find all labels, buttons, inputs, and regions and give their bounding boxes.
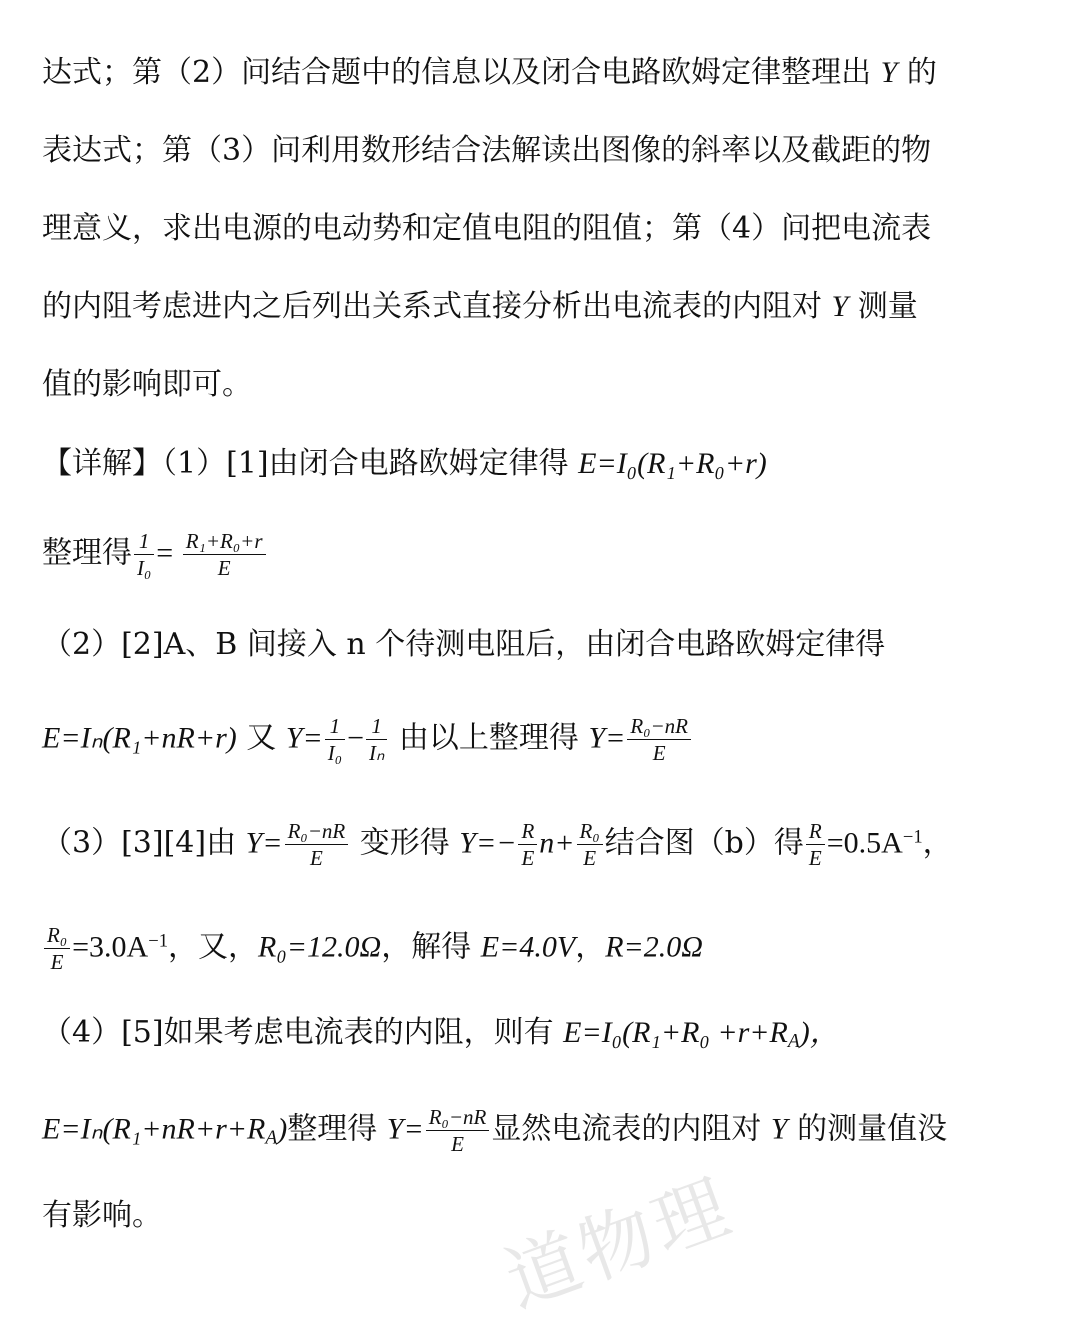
solution-part-1-formula: 整理得 $\frac{1}{\text{I₀}}$ = $\frac{\text{R₁+R₀+r}}{E}$ xyxy=(42,528,1072,581)
analysis-line-2: 表达式；第（3）问利用数形结合法解读出图像的斜率以及截距的物 xyxy=(42,133,932,168)
fraction-1-over-In: $\frac{1}{\text{Iₙ}}$ xyxy=(366,713,387,766)
solution-part-1: 【详解】（1）[1]由闭合电路欧姆定律得 E=I₀(R₁+R₀+r) xyxy=(42,446,767,481)
solution-part-4: （4）[5]如果考虑电流表的内阻，则有 $E=I_0(R_1+R_0 +r+R_A)$， xyxy=(42,1015,840,1052)
fraction-R-over-E: $\frac{R}{E}$ xyxy=(518,818,537,871)
fraction-R0-over-E: $\frac{\text{R₀}}{E}$ xyxy=(577,818,603,871)
fraction-R0-nR-over-E: $\frac{\text{R₀−nR}}{E}$ xyxy=(426,1104,490,1157)
solution-part-2-header: （2）[2]A、B 间接入 n 个待测电阻后，由闭合电路欧姆定律得 xyxy=(42,627,886,662)
fraction-R0-nR-over-E: $\frac{\text{R₀−nR}}{E}$ xyxy=(627,713,691,766)
analysis-line-4: 的内阻考虑进内之后列出关系式直接分析出电流表的内阻对 Y 测量 xyxy=(42,289,918,324)
fraction-R0-nR-over-E: $\frac{\text{R₀−nR}}{E}$ xyxy=(285,818,349,871)
fraction-sum-over-E: $\frac{\text{R₁+R₀+r}}{E}$ xyxy=(183,528,266,581)
solution-conclusion: 有影响。 xyxy=(42,1198,162,1233)
solution-part-3-results: $\frac{\text{R₀}}{E}$ $=3.0A^{-1}$，又，R₀=12.0Ω，解得 E=4.0V，R=2.0Ω xyxy=(42,922,1072,975)
fraction-R-over-E: $\frac{R}{E}$ xyxy=(806,818,825,871)
analysis-line-1: 达式；第（2）问结合题中的信息以及闭合电路欧姆定律整理出 Y 的 xyxy=(42,55,937,90)
solution-part-4-formula: $E=I_n(R_1+nR+r+R_A)$整理得 Y= $\frac{\text{R₀−nR}}{E}$ 显然电流表的内阻对 Y 的测量值没 xyxy=(42,1105,948,1156)
analysis-line-3: 理意义，求出电源的电动势和定值电阻的阻值；第（4）问把电流表 xyxy=(42,211,932,246)
solution-part-2-formula: E=Iₙ(R₁+nR+r) 又 Y= $\frac{1}{\text{I₀}}$ − $\frac{1}{\text{Iₙ}}$ 由以上整理得 Y= $\frac{\text{R₀−nR}}{E}$ xyxy=(42,713,1072,766)
fraction-R0-over-E: $\frac{\text{R₀}}{E}$ xyxy=(44,922,70,975)
watermark: 道物理 xyxy=(494,1163,744,1325)
fraction-1-over-I0: $\frac{1}{\text{I₀}}$ xyxy=(325,713,345,766)
analysis-line-5: 值的影响即可。 xyxy=(42,367,252,402)
fraction-1-over-I0: $\frac{1}{\text{I₀}}$ xyxy=(134,528,154,581)
solution-part-3: （3）[3][4]由 Y= $\frac{\text{R₀−nR}}{E}$ 变形得 Y=− $\frac{R}{E}$ n+ $\frac{\text{R₀}}{E}$ 结合图（b）得 $\frac{R}{E}$ $=0.5A^{-1}$， xyxy=(42,819,953,870)
